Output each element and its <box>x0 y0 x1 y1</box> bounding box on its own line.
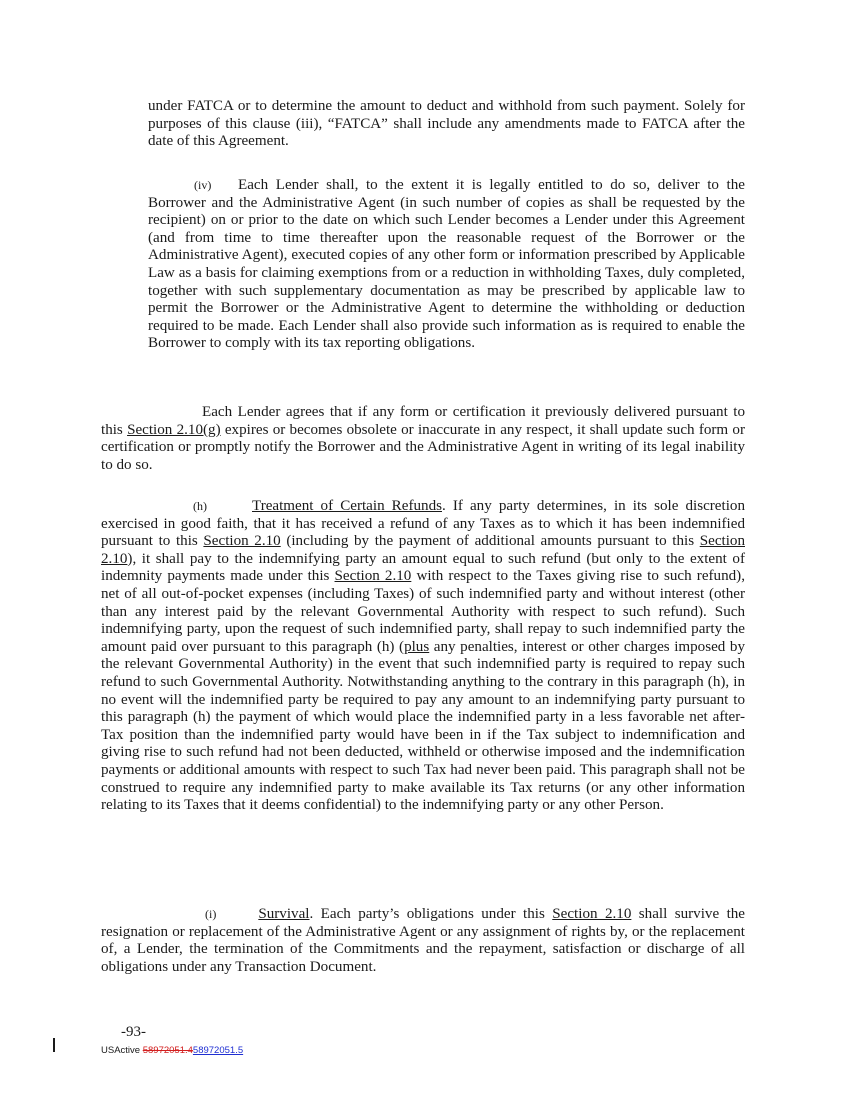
paragraph-text: . If any party determines, in its sole discretion exercised in good faith, that it has received a refund of any Taxes as to which it has been indemnified pursuant to this <box>101 498 745 550</box>
paragraph-text: Each Lender agrees that if any form or certification it previously delivered pursuant to this <box>101 404 745 438</box>
clause-marker: (iv) <box>194 178 212 192</box>
document-id <box>101 1042 243 1060</box>
deleted-document-id: 58972051.4 <box>142 1045 193 1056</box>
section-reference: Section 2.10 <box>552 906 632 922</box>
paragraph-text: expires or becomes obsolete or inaccurate in any respect, it shall update such form or certification or promptly notify the Borrower and the Administrative Agent in writing of its legal inability to do so. <box>101 421 745 473</box>
paragraph-text: Each Lender shall, to the extent it is legally entitled to do so, deliver to the Borrower and the Administrative Agent (in such number of copies as shall be requested by the recipient) on or prior to the date on which such Lender becomes a Lender under this Agreement (and from time to time thereafter upon the reasonable request of the Borrower or the Administrative Agent), executed copies of any other form or information prescribed by Applicable Law as a basis for claiming exemptions from or a reduction in withholding Taxes, duly completed, together with such supplementary documentation as may be prescribed by applicable law to permit the Borrower or the Administrative Agent to determine the withholding or deduction required to be made. Each Lender shall also provide such information as is required to enable the Borrower to comply with its tax reporting obligations. <box>148 177 745 352</box>
section-reference: Section 2.10 <box>101 533 745 567</box>
paragraph-text: . Each party’s obligations under this <box>309 906 553 922</box>
clause-marker: (h) <box>193 499 207 513</box>
paragraph-heading: Survival <box>258 906 310 922</box>
paragraph-text: (including by the payment of additional amounts pursuant to this <box>280 533 700 550</box>
paragraph-iii-continuation <box>148 98 745 151</box>
document-id-prefix: USActive <box>101 1045 143 1056</box>
emphasis-plus: plus <box>404 638 430 655</box>
paragraph-iv <box>148 177 745 353</box>
paragraph-text: under FATCA or to determine the amount to deduct and withhold from such payment. Solely for purposes of this clause (iii), “FATCA” shall include any amendments made to FATCA after the date of this Agreement. <box>148 98 745 150</box>
paragraph-text: ), it shall pay to the indemnifying party an amount equal to such refund (but only to the extent of indemnity payments made under this <box>101 550 745 585</box>
clause-marker: (i) <box>205 907 217 921</box>
paragraph-text: any penalties, interest or other charges imposed by the relevant Governmental Authority) in the event that such indemnified party is required to repay such refund to such Governmental Authority. Notwithstanding anything to the contrary in this paragraph (h), in no event will the indemnified party be required to pay any amount to an indemnifying party pursuant to this paragraph (h) the payment of which would place the indemnified party in a less favorable net after-Tax position than the indemnified party would have been in if the Tax subject to indemnification and giving rise to such refund had not been deducted, withheld or otherwise imposed and the indemnification payments or additional amounts with respect to such Tax had never been paid. This paragraph shall not be construed to require any indemnified party to make available its Tax returns (or any other information relating to its Taxes that it deems confidential) to the indemnifying party or any other Person. <box>101 638 745 814</box>
section-reference: Section 2.10(g) <box>127 421 221 438</box>
paragraph-heading: Treatment of Certain Refunds <box>252 498 442 514</box>
section-reference: Section 2.10 <box>203 533 281 550</box>
inserted-document-id: 58972051.5 <box>192 1045 244 1056</box>
paragraph-text: with respect to the Taxes giving rise to such refund), net of all out-of-pocket expenses (including Taxes) of such indemnified party and without interest (other than any interest paid by the relevant Governmental Authority with respect to such refund). Such indemnifying party, upon the request of such indemnified party, shall repay to such indemnified party the amount paid over pursuant to this paragraph (h) ( <box>101 568 745 655</box>
paragraph-h <box>101 498 745 815</box>
page-number: -93- <box>121 1024 146 1040</box>
paragraph-i <box>101 906 745 976</box>
change-bar <box>53 1038 55 1052</box>
paragraph-text: shall survive the resignation or replacement of the Administrative Agent or any assignment of rights by, or the replacement of, a Lender, the termination of the Commitments and the repayment, satisfaction or discharge of all obligations under any Transaction Document. <box>101 906 746 975</box>
section-reference: Section 2.10 <box>334 568 412 585</box>
paragraph-g-tail <box>101 404 745 474</box>
